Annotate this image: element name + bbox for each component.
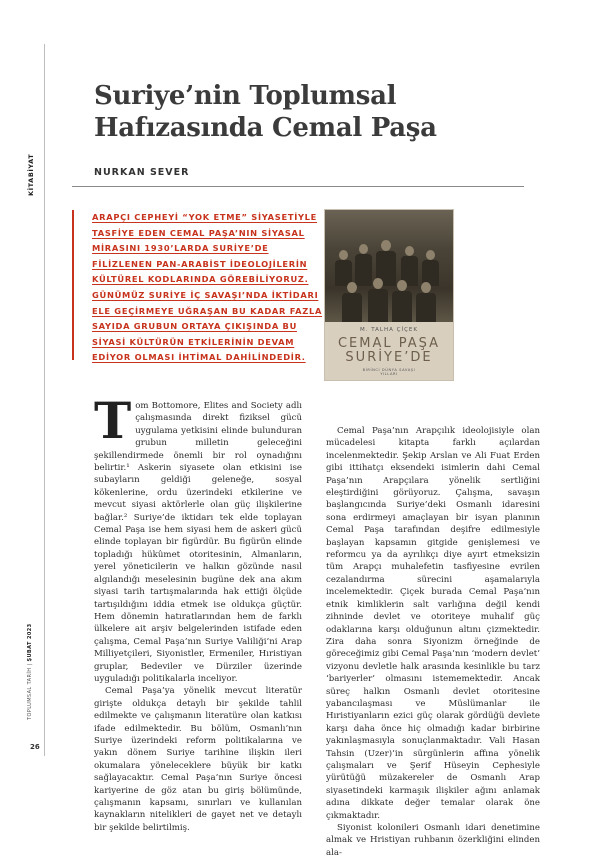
pull-quote-line: ELE GEÇİRMEYE UĞRAŞAN BU KADAR FAZLA — [92, 305, 323, 316]
title-rule — [72, 186, 524, 187]
pull-quote-line: EDİYOR OLMASI İHTİMAL DAHİLİNDEDİR. — [92, 352, 306, 363]
pull-quote-text — [92, 210, 324, 366]
book-title — [325, 337, 453, 365]
article-author: NURKAN SEVER — [94, 167, 190, 178]
pull-quote-line: TASFİYE EDEN CEMAL PAŞA’NIN SİYASAL — [92, 227, 305, 238]
drop-cap: T — [94, 391, 132, 450]
pull-quote-line: ARAPÇI CEPHEYİ “YOK ETME” SİYASETİYLE — [92, 212, 318, 222]
paragraph-text: om Bottomore, Elites and Society adlı çalışmasında direkt fiziksel gücü uygulama yetkisini elinde bulunduran grubun milletin geleceğini şekillendirmede önemli bir rol oynadığını belirtir.¹ Askerin siyasete olan etkisini ise subayların geldiği geleneğe, sosyal kökenlerine, ordu üzerindeki etkilerine ve mevcut siyasi aktörlerle olan güç ilişkilerine bağlar.² Suriye’de iktidarı tek elde toplayan Cemal Paşa ise hem siyasi hem de askeri gücü elinde toplayan bir figürdür. Bu figürün elinde topladığı hükûmet otoritesinin, Almanların, yerel yöneticilerin ve halkın gözünde nasıl algılandığı meselesinin bugüne dek ana akım siyasi tarih tartışmalarında hak ettiği ölçüde tartışıldığını iddia etmek ise oldukça güçtür. Hem dönemin hatıratlarından hem de farklı ülkelere ait arşiv belgelerinden istifade eden çalışma, Cemal Paşa’nın Suriye Valiliği’ni Arap Milliyetçileri, Siyonistler, Ermeniler, Hıristiyan gruplar, Bedeviler ve Dürziler üzerinde uyguladığı politikalarla inceliyor. — [94, 401, 302, 684]
book-subtitle-line: BİRİNCİ DÜNYA SAVAŞI — [362, 368, 416, 372]
footer-magazine: TOPLUMSAL TARİH — [27, 667, 33, 720]
body-column-left — [94, 391, 302, 834]
book-subtitle-line: YILLARI — [380, 372, 398, 376]
page-number: 26 — [30, 743, 40, 751]
paragraph: Cemal Paşa’ya yönelik mevcut literatür girişte oldukça detaylı bir şekilde tahlil edilmekte ve çalışmanın literatüre olan katkısı ifade edilmektedir. Bu bölüm, Osmanlı’nın Suriye üzerindeki reform politikalarına ve yakın dönem Suriye tarihine ilişkin ileri okumalara yöneleceklere büyük bir katkı sağlayacaktır. Cemal Paşa’nın Suriye öncesi kariyerine de göz atan bu giriş bölümünde, çalışmanın kapsamı, sınırları ve kullanılan kaynakların nitelikleri de gayet net ve detaylı bir şekilde belirtilmiş. — [94, 686, 302, 833]
pull-quote — [72, 210, 324, 363]
book-cover-photo — [325, 210, 453, 322]
paragraph — [94, 391, 302, 685]
paragraph: Siyonist kolonileri Osmanlı idari denetimine almak ve Hristiyan ruhbanın özerkliğini elinden ala- — [326, 823, 540, 858]
article-title: Suriye’nin Toplumsal Hafızasında Cemal Paşa — [94, 81, 437, 143]
pull-quote-line: FİLİZLENEN PAN-ARABİST İDEOLOJİLERİN — [92, 258, 308, 269]
section-label: KİTABİYAT — [27, 153, 35, 197]
paragraph: Cemal Paşa’nın Arapçılık ideolojisiyle olan mücadelesi kitapta farklı açılardan incelenmektedir. Şekip Arslan ve Ali Fuat Erden gibi ittihatçı eksendeki isimlerin dahi Cemal Paşa’nın Arapçılara yönelik sertliğini eleştirdiğini görüyoruz. Çalışma, savaşın başlangıcında Suriye’deki Osmanlı idaresini sona erdirmeyi amaçlayan bir isyan planının Cemal Paşa tarafından deşifre edilmesiyle başlayan kapsamın gitgide genişlemesi ve reformcu ya da ayrılıkçı diye ayırt etmeksizin tüm Arapçı muhalefetin tasfiyesine evrilen cezalandırma sürecini aşamalarıyla incelemektedir. Çiçek burada Cemal Paşa’nın etnik kimliklerin salt varlığına değil kendi zihninde devlet ve otoriteye muhalif güç odaklarına karşı olduğunun altını çizmektedir. Zira daha sonra Siyonizm örneğinde de göreceğimiz gibi Cemal Paşa’nın ‘modern devlet’ vizyonu devletle halk arasında kesinlikle bu tarz ‘bariyerler’ olmasını istememektedir. Ancak süreç halkın Osmanlı devlet otoritesine yabancılaşması ve Müslümanlar ile Hıristiyanların ezici güç olarak gördüğü devlete karşı daha önce hiç olmadığı kadar birbirine yakınlaşmasıyla sonuçlanmaktadır. Vali Hasan Tahsin (Uzer)’in sürgünlerin affına yönelik çalışmaları ve Şerif Hüseyin Cephesiyle yürütüğü müzakereler de Osmanlı Arap siyasetindeki karmaşık ilişkiler ağını anlamak adına dikkate değer temalar olarak öne çıkmaktadır. — [326, 426, 540, 821]
book-author: M. TALHA ÇİÇEK — [359, 327, 419, 333]
pull-quote-line: MİRASINI 1930’LARDA SURİYE’DE — [92, 243, 269, 254]
pull-quote-line: SİYASİ KÜLTÜRÜN ETKİLERİNİN DEVAM — [92, 336, 295, 347]
book-title-line: SURİYE’DE — [345, 350, 433, 365]
running-footer: TOPLUMSAL TARİH | ŞUBAT 2023 — [27, 623, 33, 720]
margin-rule — [44, 44, 45, 756]
footer-issue: ŞUBAT 2023 — [27, 623, 33, 662]
book-cover — [325, 210, 453, 380]
pull-quote-line: GÜNÜMÜZ SURİYE İÇ SAVAŞI’NDA İKTİDARI — [92, 289, 319, 300]
pull-quote-line: KÜLTÜREL KODLARINDA GÖREBİLİYORUZ. — [92, 274, 309, 285]
pull-quote-line: SAYIDA GRUBUN ORTAYA ÇIKIŞINDA BU — [92, 321, 298, 332]
body-column-right — [326, 425, 540, 859]
book-subtitle — [325, 368, 453, 376]
book-title-line: CEMAL PAŞA — [337, 336, 441, 351]
